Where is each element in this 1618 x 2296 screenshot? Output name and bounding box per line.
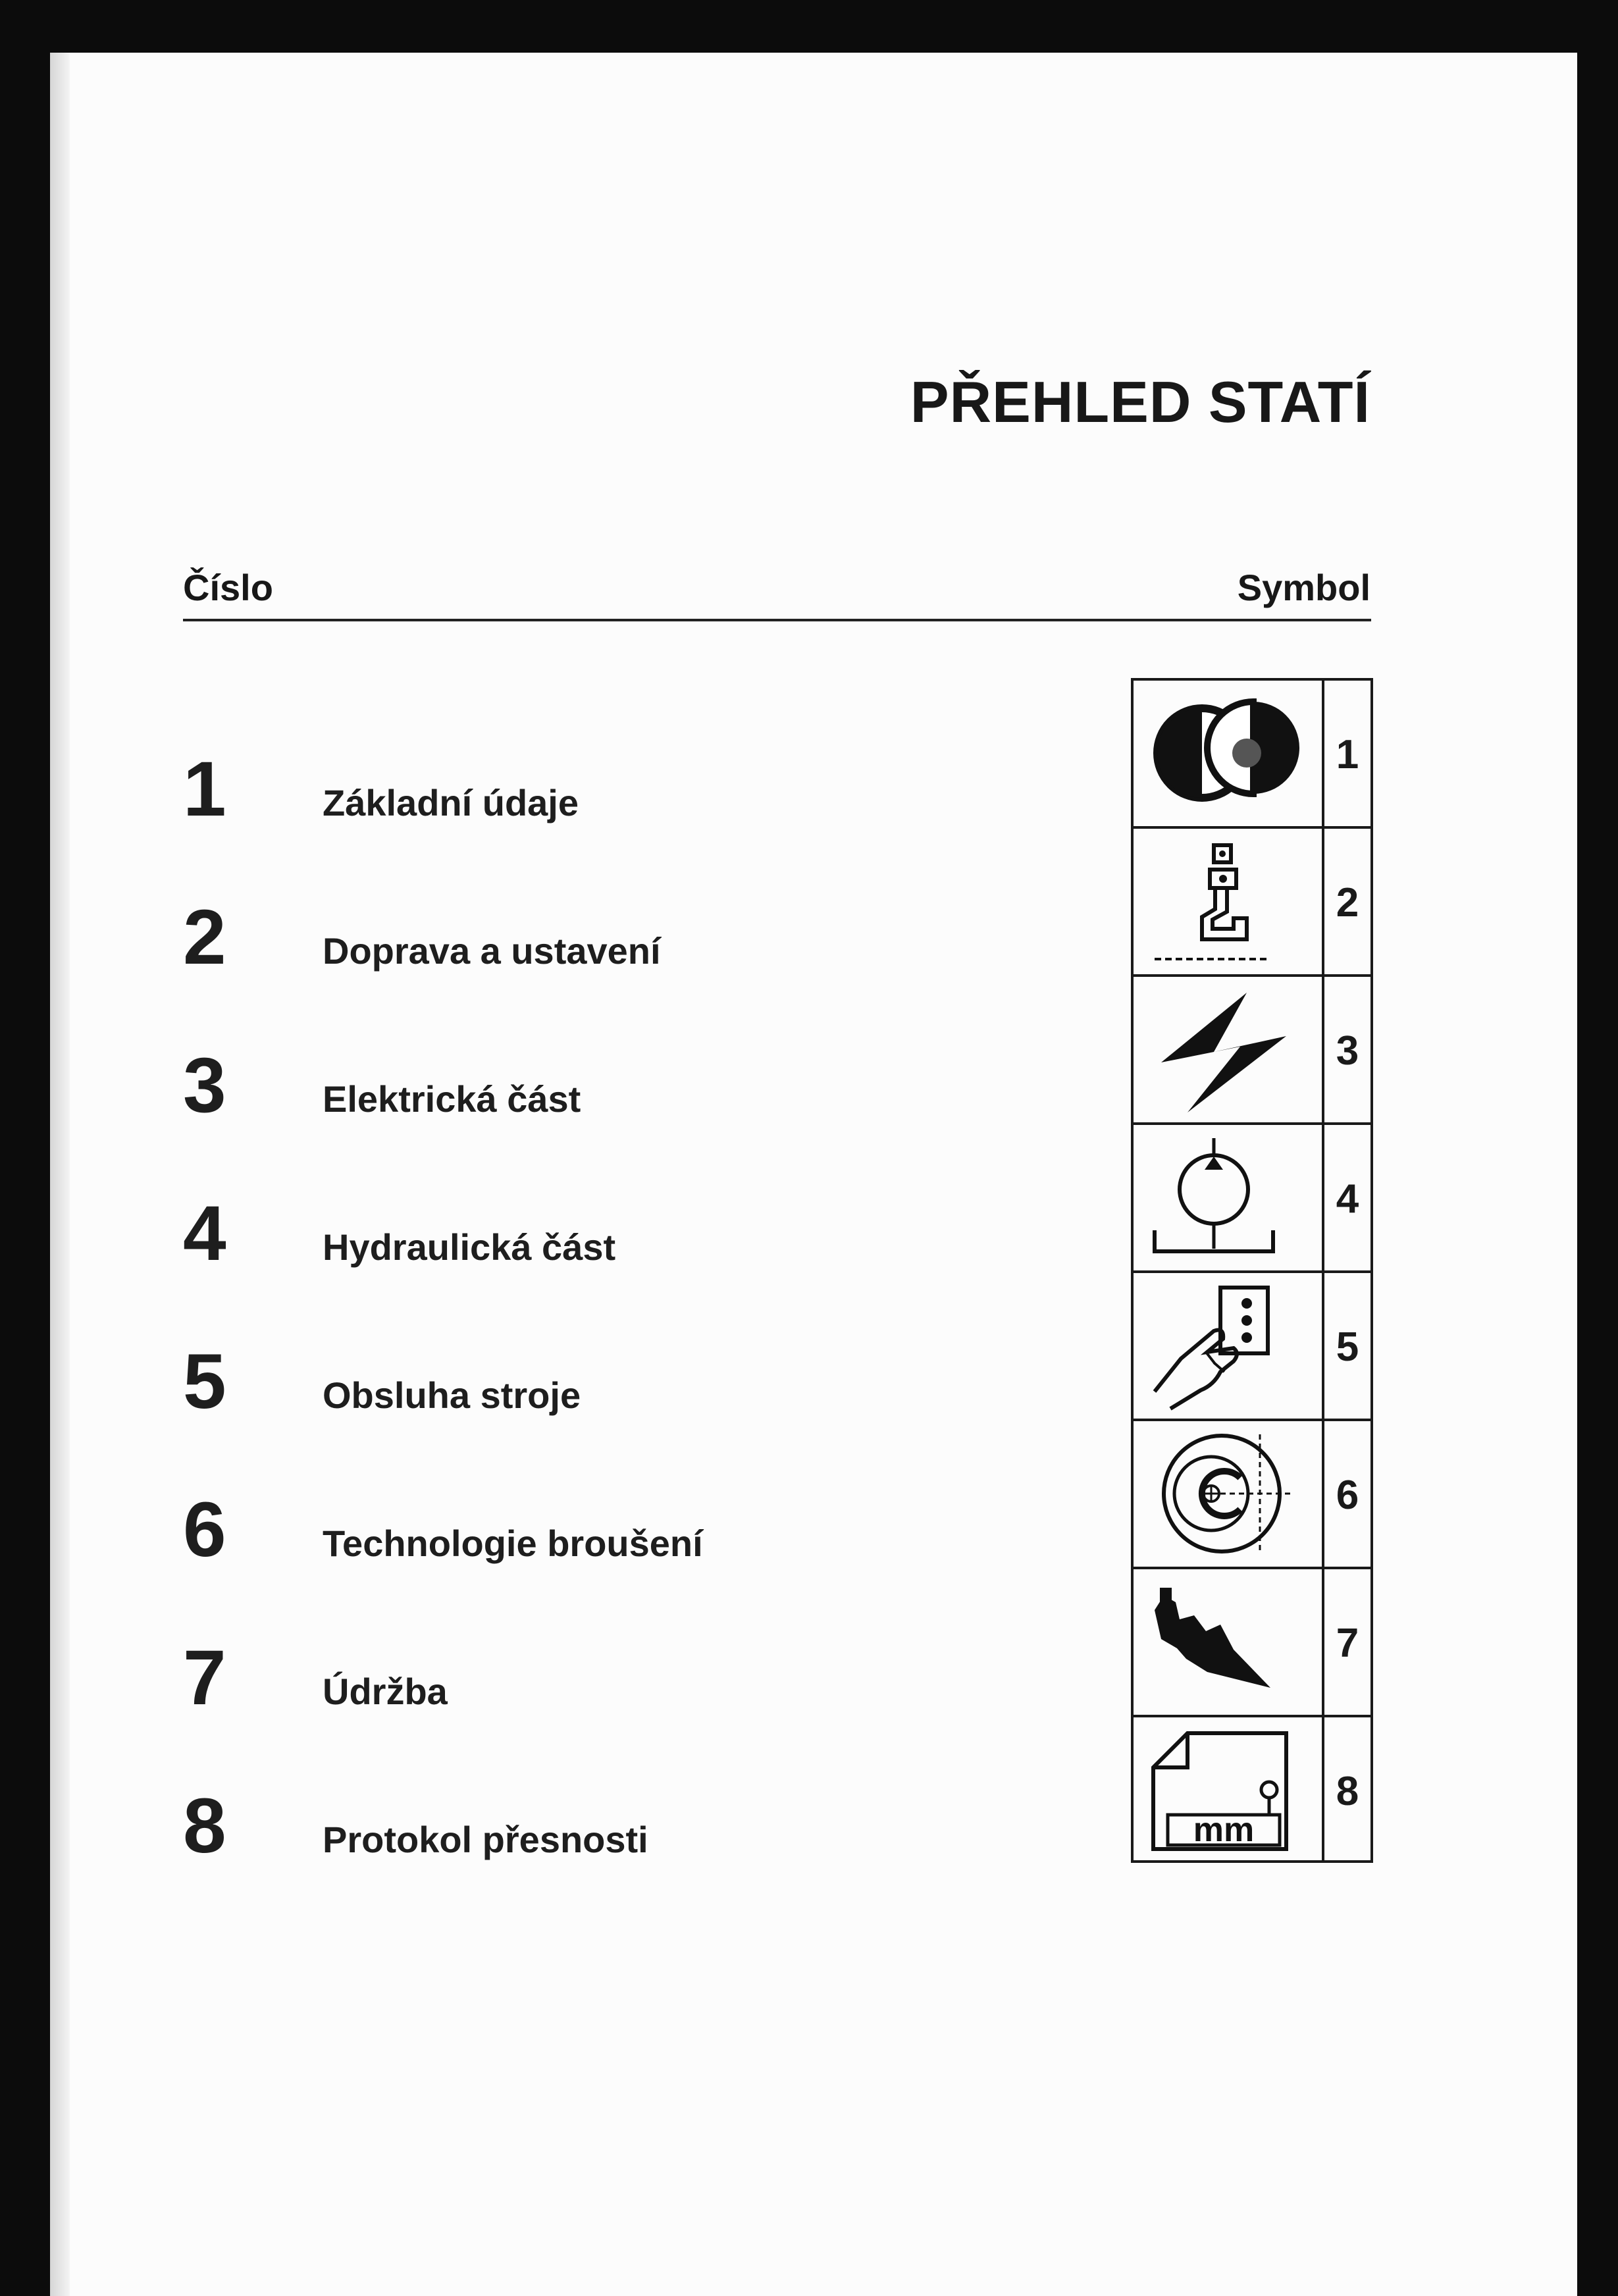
lifting-hook-icon (1141, 835, 1314, 967)
mm-label: mm (1193, 1811, 1255, 1849)
chapter-label-6: Technologie broušení (323, 1523, 703, 1564)
symbol-column (1131, 678, 1324, 1863)
symbol-number-7: 7 (1324, 1569, 1370, 1717)
column-header-number: Číslo (183, 567, 273, 608)
symbol-cell-5 (1134, 1273, 1322, 1421)
chapter-label-1: Základní údaje (323, 782, 579, 823)
chapter-number-8: 8 (183, 1783, 226, 1869)
column-header-symbol: Symbol (1237, 567, 1370, 608)
symbol-number-3: 3 (1324, 977, 1370, 1125)
chapter-number-5: 5 (183, 1338, 226, 1425)
chapter-label-3: Elektrická část (323, 1078, 581, 1120)
symbol-number-2: 2 (1324, 829, 1370, 977)
symbol-cell-8 (1134, 1717, 1322, 1866)
symbol-cell-2 (1134, 829, 1322, 977)
chapter-number-6: 6 (183, 1486, 226, 1573)
symbol-number-4: 4 (1324, 1125, 1370, 1273)
lightning-icon (1141, 983, 1314, 1115)
header-divider (183, 619, 1371, 621)
chapter-number-1: 1 (183, 746, 226, 833)
hydraulic-pump-icon (1141, 1132, 1314, 1263)
symbol-cell-7 (1134, 1569, 1322, 1717)
chapter-number-3: 3 (183, 1042, 226, 1129)
symbol-cell-3 (1134, 977, 1322, 1125)
hand-pressing-button-icon (1141, 1280, 1314, 1411)
chapter-label-2: Doprava a ustavení (323, 930, 661, 972)
chapter-label-5: Obsluha stroje (323, 1374, 581, 1416)
symbol-cell-6 (1134, 1421, 1322, 1569)
symbol-number-5: 5 (1324, 1273, 1370, 1421)
page-gutter-shadow (50, 53, 70, 2296)
grinding-wheel-icon (1141, 1428, 1314, 1559)
maintenance-oilcan-icon (1141, 1576, 1314, 1708)
symbol-number-8: 8 (1336, 1769, 1359, 1814)
page-title: PŘEHLED STATÍ (910, 369, 1370, 434)
chapter-label-7: Údržba (323, 1671, 448, 1712)
circles-icon (1141, 687, 1314, 819)
symbol-number-column (1324, 678, 1373, 1863)
chapter-label-8: Protokol přesnosti (323, 1819, 648, 1860)
symbol-number-1: 1 (1324, 681, 1370, 829)
chapter-number-2: 2 (183, 894, 226, 981)
symbol-cell-4 (1134, 1125, 1322, 1273)
chapter-number-4: 4 (183, 1190, 226, 1277)
symbol-cell-1 (1134, 681, 1322, 829)
document-page (50, 53, 1577, 2296)
symbol-number-6: 6 (1324, 1421, 1370, 1569)
precision-protocol-mm-icon (1141, 1724, 1314, 1856)
chapter-label-4: Hydraulická část (323, 1226, 616, 1268)
chapter-number-7: 7 (183, 1634, 226, 1721)
